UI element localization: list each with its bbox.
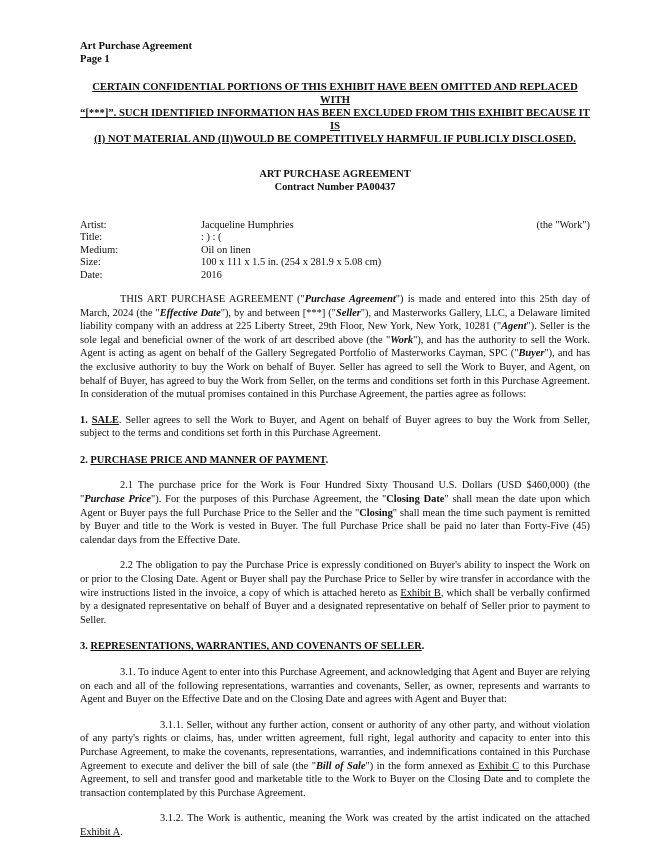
section-2-heading: 2. PURCHASE PRICE AND MANNER OF PAYMENT. — [80, 454, 329, 466]
work-details — [80, 219, 590, 281]
document-title — [80, 168, 590, 194]
banner-line-2: “[***]”. SUCH IDENTIFIED INFORMATION HAS BEEN EXCLUDED FROM THIS EXHIBIT BECAUSE IT IS — [80, 108, 590, 132]
clause-3-1: 3.1. To induce Agent to enter into this Purchase Agreement, and acknowledging that Agent and Buyer are relying on each and all of the following representations, warranties and covenants, Seller, as owner, represents and warrants to Agent and Buyer on the Effective Date and on the Closing Date and agrees with Agent and Buyer that: — [80, 667, 591, 706]
intro-paragraph: THIS ART PURCHASE AGREEMENT ("Purchase Agreement") is made and entered into this 25th day of March, 2024 (the "Effective Date"), by and between [***] ("Seller"), and Masterworks Gallery, LLC, a Delaware limited liability company with an address at 225 Liberty Street, 29th Floor, New York, New York, 10281 ("Agent"). Seller is the sole legal and beneficial owner of the work of art described above (the "Work"), and has the authority to sell the Work. Agent is acting as agent on behalf of the Gallery Segregated Portfolio of Masterworks Cayman, SPC ("Buyer"), and has the exclusive authority to buy the Work on behalf of Buyer. Seller has agreed to sell the Work to Buyer, and Agent, on behalf of Buyer, has agreed to buy the Work from Seller, on the terms and conditions set forth in this Purchase Agreement. In consideration of the mutual promises contained in this Purchase Agreement, the parties agree as follows: — [80, 293, 591, 401]
defined-term: Closing — [359, 507, 393, 519]
header-title: Art Purchase Agreement — [80, 41, 192, 52]
detail-value: 2016 — [201, 269, 222, 281]
defined-term: Purchase Agreement — [304, 293, 396, 305]
detail-value: Oil on linen — [201, 244, 251, 256]
defined-term: Closing Date — [386, 494, 445, 506]
detail-row-size — [80, 256, 590, 268]
defined-term: Effective Date — [159, 307, 221, 319]
section-1-sale: 1. SALE. Seller agrees to sell the Work to Buyer, and Agent on behalf of Buyer agrees to buy the Work from Seller, subject to the terms and conditions set forth in this Purchase Agreement. — [80, 414, 591, 440]
banner-line-3: (I) NOT MATERIAL AND (II)WOULD BE COMPETITIVELY HARMFUL IF PUBLICLY DISCLOSED. — [94, 134, 576, 145]
detail-row-title — [80, 231, 590, 243]
exhibit-a-reference: Exhibit A — [80, 826, 121, 838]
exhibit-c-reference: Exhibit C — [478, 760, 520, 772]
detail-row-date — [80, 269, 590, 281]
detail-value: Jacqueline Humphries — [201, 220, 294, 231]
detail-row-artist — [80, 219, 590, 231]
running-header — [80, 40, 590, 66]
confidentiality-banner — [80, 81, 590, 146]
defined-term: Purchase Price — [84, 494, 152, 506]
detail-value: 100 x 111 x 1.5 in. (254 x 281.9 x 5.08 cm) — [201, 257, 382, 269]
detail-label: Size: — [80, 257, 101, 269]
agreement-title: ART PURCHASE AGREEMENT — [259, 169, 411, 180]
work-tag: (the "Work") — [536, 220, 590, 231]
clause-3-1-2: 3.1.2. The Work is authentic, meaning the Work was created by the artist indicated on the attached Exhibit A. — [80, 813, 590, 838]
contract-number: Contract Number PA00437 — [274, 182, 396, 193]
defined-term: Work — [390, 334, 414, 346]
defined-term: Agent — [501, 321, 527, 333]
detail-label: Title: — [80, 232, 103, 244]
detail-label: Date: — [80, 269, 103, 281]
clause-2-1: 2.1 The purchase price for the Work is Four Hundred Sixty Thousand U.S. Dollars (USD $460,000) (the "Purchase Price"). For the purposes of this Purchase Agreement, the "Closing Date" shall mean the date upon which Agent or Buyer pays the full Purchase Price to the Seller and the "Closing" shall mean the time such payment is remitted by Buyer and title to the Work is vested in Buyer. The full Purchase Price shall be paid no later than Forty-Five (45) calendar days from the Effective Date. — [80, 480, 590, 546]
banner-line-1: CERTAIN CONFIDENTIAL PORTIONS OF THIS EXHIBIT HAVE BEEN OMITTED AND REPLACED WITH — [92, 82, 578, 106]
detail-label: Artist: — [80, 220, 107, 231]
clause-3-1-1: 3.1.1. Seller, without any further action, consent or authority of any other party, and without violation of any party's rights or claims, has, under written agreement, full right, legal authority and capacity to enter into this Purchase Agreement, to make the covenants, representations, warranties, and indemnifications contained in this Purchase Agreement to execute and deliver the bill of sale (the "Bill of Sale") in the form annexed as Exhibit C to this Purchase Agreement, to sell and transfer good and marketable title to the Work to Buyer on the Closing Date and to complete the transaction contemplated by this Purchase Agreement. — [80, 719, 590, 799]
detail-value: : ) : ( — [201, 232, 222, 244]
defined-term: Buyer — [518, 348, 545, 360]
section-3-heading: 3. REPRESENTATIONS, WARRANTIES, AND COVENANTS OF SELLER. — [80, 641, 425, 653]
clause-2-2: 2.2 The obligation to pay the Purchase Price is expressly conditioned on Buyer's ability to inspect the Work on or prior to the Closing Date. Agent or Buyer shall pay the Purchase Price to Seller by wire transfer in accordance with the wire instructions listed in the invoice, a copy of which is attached hereto as Exhibit B, which shall be verbally confirmed by a designated representative on behalf of Buyer and a designated representative on behalf of Seller prior to payment to Seller. — [80, 560, 591, 626]
detail-label: Medium: — [80, 244, 119, 256]
header-page-number: Page 1 — [80, 54, 110, 65]
defined-term: Bill of Sale — [315, 760, 366, 772]
defined-term: Seller — [335, 307, 361, 319]
exhibit-b-reference: Exhibit B — [400, 587, 441, 599]
detail-row-medium — [80, 244, 590, 256]
section-1-heading: SALE — [91, 414, 119, 426]
